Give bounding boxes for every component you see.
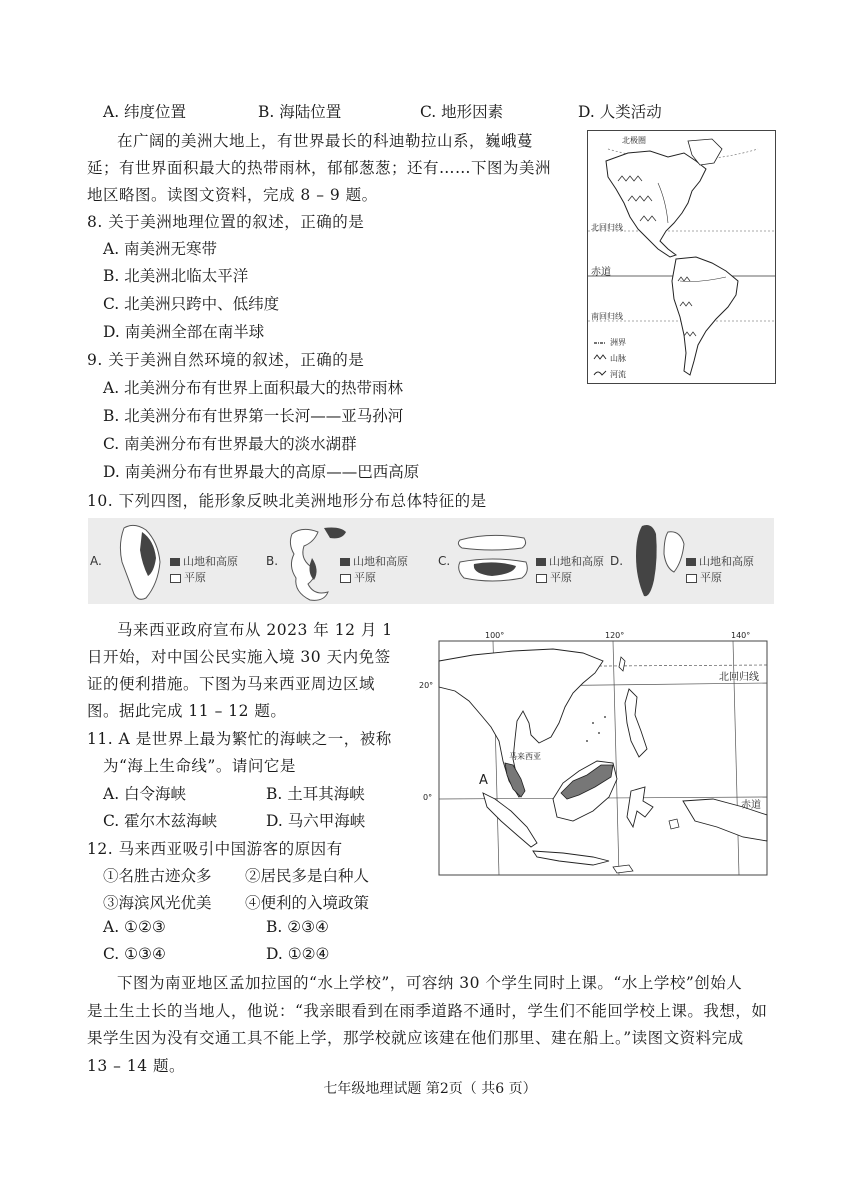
q12-option-d: D. ①②④ <box>266 945 330 963</box>
q7-option-b: B. 海陆位置 <box>258 103 342 121</box>
lon-label-120: 120° <box>605 631 625 640</box>
intro-malaysia-line-4: 图。据此完成 11 – 12 题。 <box>87 702 287 720</box>
q10-panel-b <box>264 518 436 604</box>
q10-panel-c-label: C. <box>438 554 451 568</box>
q10-figures <box>88 518 774 604</box>
q10-d-legend-dark: 山地和高原 <box>699 555 754 568</box>
q9-option-c: C. 南美洲分布有世界最大的淡水湖群 <box>103 435 357 453</box>
q10-b-legend-light: 平原 <box>354 571 376 584</box>
intro-malaysia-line-2: 日开始，对中国公民实施入境 30 天内免签 <box>87 648 391 666</box>
q10-a-legend-light: 平原 <box>184 571 206 584</box>
q12-stem: 12. 马来西亚吸引中国游客的原因有 <box>87 840 343 858</box>
q8-stem: 8. 关于美洲地理位置的叙述，正确的是 <box>87 213 365 231</box>
intro-america-line-1: 在广阔的美洲大地上，有世界最长的科迪勒拉山系，巍峨蔓 <box>117 132 534 150</box>
intro-america-line-2: 延；有世界面积最大的热带雨林，郁郁葱葱；还有……下图为美洲 <box>87 159 552 177</box>
q10-c-legend-dark: 山地和高原 <box>549 555 604 568</box>
q12-item-4: ④便利的入境政策 <box>245 894 370 912</box>
intro-boat-line-4: 13 – 14 题。 <box>87 1057 185 1075</box>
q11-stem-line-2: 为“海上生命线”。请问它是 <box>103 757 296 775</box>
q8-option-d: D. 南美洲全部在南半球 <box>103 323 265 341</box>
intro-america-line-3: 地区略图。读图文资料，完成 8 – 9 题。 <box>87 186 378 204</box>
q12-item-1: ①名胜古迹众多 <box>103 867 212 885</box>
q11-option-b: B. 土耳其海峡 <box>266 785 365 803</box>
q9-option-b: B. 北美洲分布有世界第一长河——亚马孙河 <box>103 407 404 425</box>
q11-option-a: A. 白令海峡 <box>103 785 187 803</box>
southeast-asia-map <box>419 631 773 883</box>
q10-b-legend-dark: 山地和高原 <box>353 555 408 568</box>
lat-label-0: 0° <box>423 793 433 802</box>
legend-continent-boundary: 洲界 <box>610 338 626 347</box>
q10-panel-a <box>88 518 260 604</box>
label-tropic-of-cancer: 北回归线 <box>591 223 623 232</box>
q7-option-d: D. 人类活动 <box>578 103 662 121</box>
q12-option-a: A. ①②③ <box>103 918 166 936</box>
q10-panel-b-label: B. <box>266 554 279 568</box>
q10-panel-d <box>608 518 774 604</box>
label-tropic-of-cancer-asia: 北回归线 <box>719 672 759 683</box>
q9-option-a: A. 北美洲分布有世界上面积最大的热带雨林 <box>103 379 404 397</box>
q8-option-c: C. 北美洲只跨中、低纬度 <box>103 295 280 313</box>
q8-option-b: B. 北美洲北临太平洋 <box>103 267 249 285</box>
label-arctic-circle: 北极圈 <box>622 136 646 145</box>
label-equator: 赤道 <box>591 267 611 278</box>
intro-boat-line-2: 是土生土长的当地人，他说：“我亲眼看到在雨季道路不通时，学生们不能回学校上课。我想，如 <box>87 1002 768 1020</box>
q10-a-legend-dark: 山地和高原 <box>183 555 238 568</box>
q12-option-c: C. ①③④ <box>103 945 166 963</box>
q10-panel-d-label: D. <box>610 554 624 568</box>
legend-river: 河流 <box>610 370 626 379</box>
legend-mountain: 山脉 <box>610 354 626 363</box>
q9-option-d: D. 南美洲分布有世界最大的高原——巴西高原 <box>103 463 420 481</box>
q10-stem: 10. 下列四图，能形象反映北美洲地形分布总体特征的是 <box>87 492 487 510</box>
q10-panel-c <box>438 518 610 604</box>
q11-stem-line-1: 11. A 是世界上最为繁忙的海峡之一，被称 <box>87 730 392 748</box>
label-strait-a: A <box>479 773 488 788</box>
q10-c-legend-light: 平原 <box>550 571 572 584</box>
q12-option-b: B. ②③④ <box>266 918 329 936</box>
label-tropic-of-capricorn: 南回归线 <box>591 312 623 321</box>
q12-item-2: ②居民多是白种人 <box>245 867 370 885</box>
q10-panel-a-label: A. <box>90 554 102 568</box>
intro-boat-line-1: 下图为南亚地区孟加拉国的“水上学校”，可容纳 30 个学生同时上课。“水上学校”创始人 <box>117 974 743 992</box>
label-equator-asia: 赤道 <box>741 800 761 811</box>
q11-option-d: D. 马六甲海峡 <box>266 812 366 830</box>
q9-stem: 9. 关于美洲自然环境的叙述，正确的是 <box>87 351 365 369</box>
lon-label-140: 140° <box>731 631 751 640</box>
lat-label-20: 20° <box>419 681 434 690</box>
intro-malaysia-line-1: 马来西亚政府宣布从 2023 年 12 月 1 <box>117 621 393 639</box>
intro-malaysia-line-3: 证的便利措施。下图为马来西亚周边区域 <box>87 675 376 693</box>
q7-option-c: C. 地形因素 <box>420 103 504 121</box>
q7-option-a: A. 纬度位置 <box>103 103 187 121</box>
page-footer: 七年级地理试题 第2页（ 共6 页） <box>323 1081 537 1097</box>
lon-label-100: 100° <box>485 631 505 640</box>
q11-option-c: C. 霍尔木兹海峡 <box>103 812 218 830</box>
q10-d-legend-light: 平原 <box>700 571 722 584</box>
q8-option-a: A. 南美洲无寒带 <box>103 240 218 258</box>
intro-boat-line-3: 果学生因为没有交通工具不能上学，那学校就应该建在他们那里、建在船上。”读图文资料完成 <box>87 1029 744 1047</box>
america-map <box>587 130 776 384</box>
q12-item-3: ③海滨风光优美 <box>103 894 212 912</box>
label-malaysia: 马来西亚 <box>509 752 541 761</box>
